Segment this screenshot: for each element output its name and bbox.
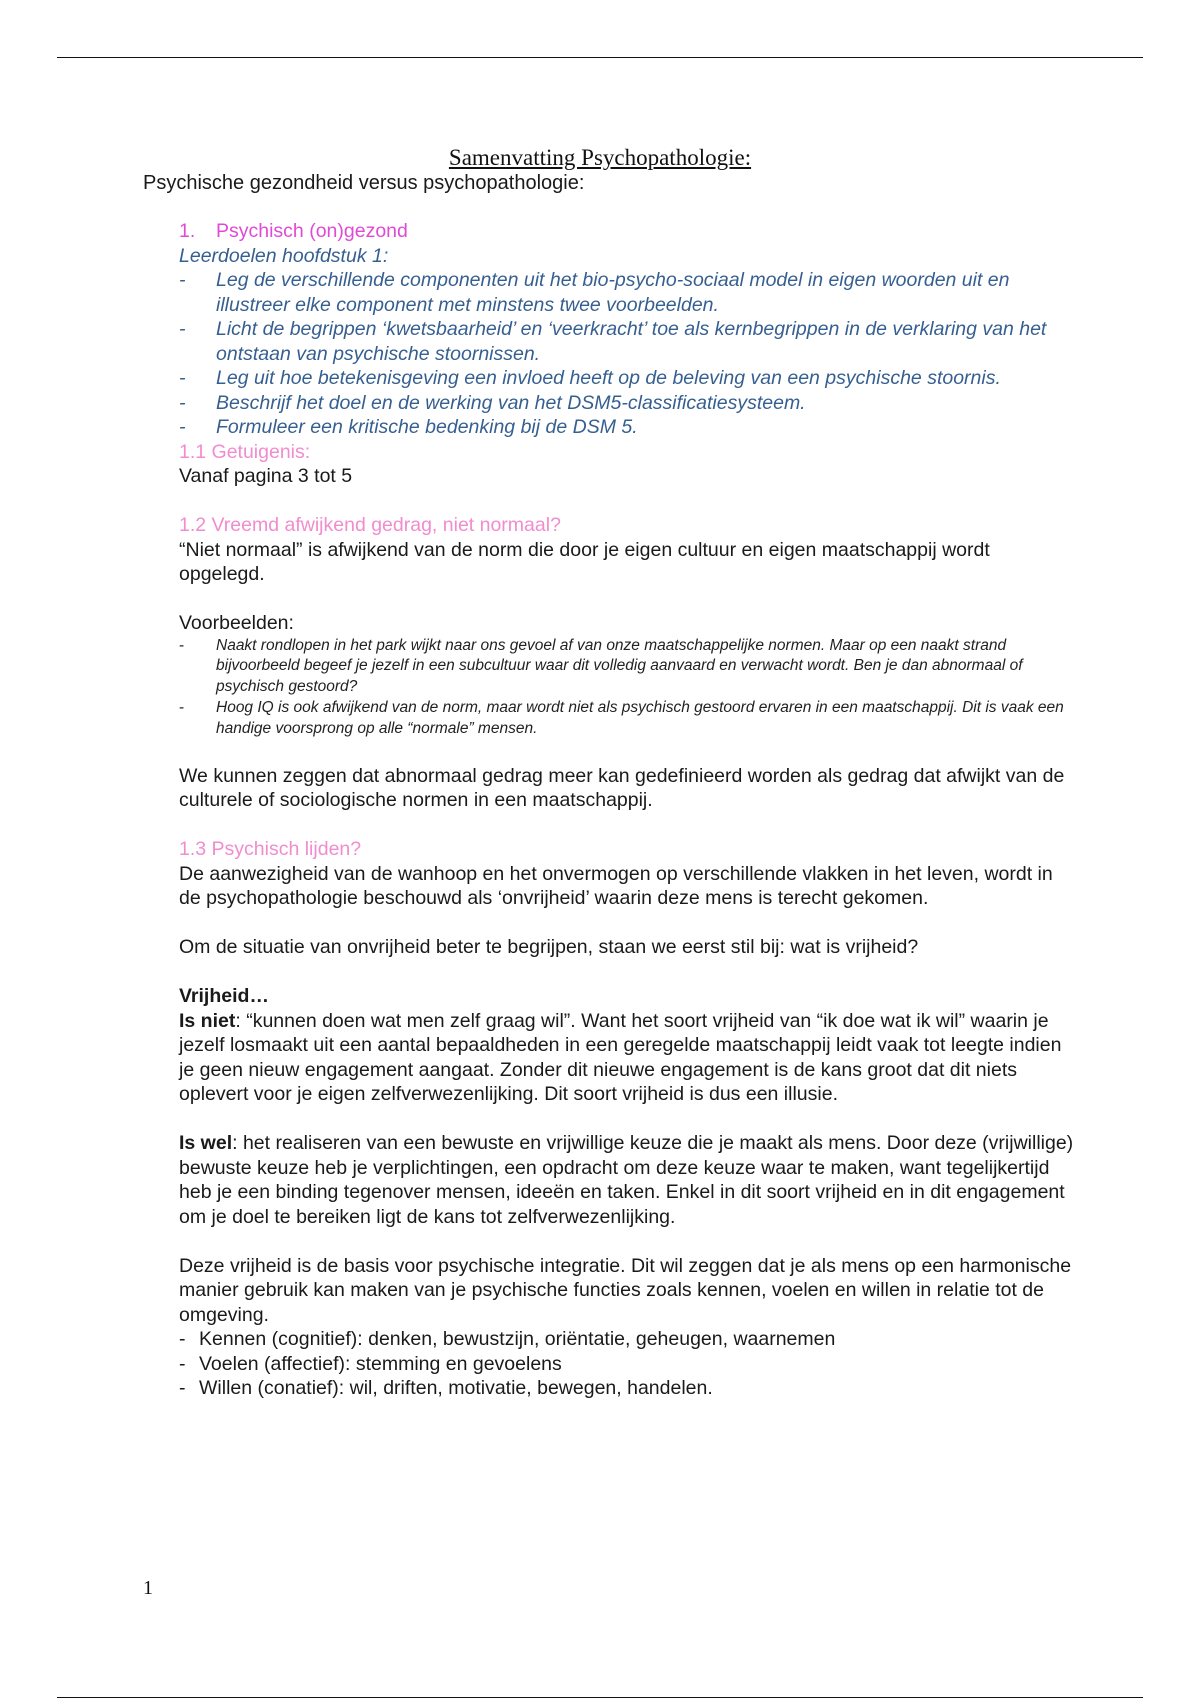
- vrijheid-title: Vrijheid…: [179, 985, 269, 1008]
- list-item: - Voelen (affectief): stemming en gevoelens: [179, 1352, 562, 1375]
- is-wel-paragraph: Is wel: het realiseren van een bewuste en vrijwillige keuze die je maakt als mens. Door deze (vrijwillige) bewuste keuze heb je verplichtingen, een opdracht om deze keuze waar te maken, want tegelijkertijd heb je een binding tegenover mensen, ideeën en taken. Enkel in dit soort vrijheid en in dit engagement om je doel te bereiken ligt de kans tot zelfverwezenlijking.: [179, 1132, 1074, 1228]
- list-item: - Hoog IQ is ook afwijkend van de norm, maar wordt niet als psychisch gestoord ervaren in een maatschappij. Dit is vaak een handige voorsprong op alle “normale” mensen.: [179, 698, 1064, 737]
- page-number: 1: [143, 1577, 153, 1599]
- list-item: - Leg de verschillende componenten uit het bio-psycho-sociaal model in eigen woorden uit en illustreer elke component met minstens twee voorbeelden.: [179, 269, 1010, 316]
- functions-list: [179, 1327, 1079, 1401]
- section-1-2-heading: 1.2 Vreemd afwijkend gedrag, niet normaal?: [179, 514, 561, 536]
- section-1-3-heading: 1.3 Psychisch lijden?: [179, 838, 362, 861]
- list-item: - Licht de begrippen ‘kwetsbaarheid’ en ‘veerkracht’ toe als kernbegrippen in de verklaring van het ontstaan van psychische stoornissen.: [179, 318, 1047, 365]
- section-1-heading: [179, 219, 1079, 244]
- list-item: - Formuleer een kritische bedenking bij de DSM 5.: [179, 416, 638, 438]
- examples-list: [179, 636, 1079, 740]
- footer-rule: [57, 1697, 1143, 1698]
- is-niet-paragraph: Is niet: “kunnen doen wat men zelf graag wil”. Want het soort vrijheid van “ik doe wat ik wil” waarin je jezelf losmaakt uit een aantal bepaaldheden in een geregelde maatschappij leidt vaak tot leegte indien je geen nieuw engagement aangaat. Zonder dit nieuwe engagement is de kans groot dat dit niets oplevert voor je eigen zelfverwezenlijking. Dit soort vrijheid is dus een illusie.: [179, 1009, 1062, 1106]
- document-body: [179, 219, 1079, 1401]
- list-item: - Leg uit hoe betekenisgeving een invloed heeft op de beleving van een psychische stoornis.: [179, 367, 1001, 389]
- section-1-3-question: Om de situatie van onvrijheid beter te begrijpen, staan we eerst stil bij: wat is vrijheid?: [179, 936, 919, 959]
- section-1-2-paragraph: “Niet normaal” is afwijkend van de norm die door je eigen cultuur en eigen maatschappij wordt opgelegd.: [179, 538, 990, 585]
- learning-goals-list: [179, 268, 1079, 440]
- examples-title: Voorbeelden:: [179, 612, 294, 634]
- section-1-title: Psychisch (on)gezond: [216, 220, 408, 242]
- integration-paragraph: Deze vrijheid is de basis voor psychische integratie. Dit wil zeggen dat je als mens op een harmonische manier gebruik kan maken van je psychische functies zoals kennen, voelen en willen in relatie tot de omgeving.: [179, 1254, 1072, 1326]
- section-1-1-text: Vanaf pagina 3 tot 5: [179, 465, 353, 487]
- learning-goals-title: Leerdoelen hoofdstuk 1:: [179, 244, 389, 267]
- page-title: Samenvatting Psychopathologie:: [448, 145, 752, 170]
- list-item: - Willen (conatief): wil, driften, motivatie, bewegen, handelen.: [179, 1377, 713, 1400]
- section-1-2-conclusion: We kunnen zeggen dat abnormaal gedrag meer kan gedefinieerd worden als gedrag dat afwijkt van de culturele of sociologische normen in een maatschappij.: [179, 764, 1065, 812]
- list-item: - Beschrijf het doel en de werking van het DSM5-classificatiesysteem.: [179, 391, 806, 414]
- intro-line: Psychische gezondheid versus psychopathologie:: [143, 172, 585, 194]
- header-rule: [57, 57, 1143, 58]
- section-1-3-paragraph: De aanwezigheid van de wanhoop en het onvermogen op verschillende vlakken in het leven, wordt in de psychopathologie beschouwd als ‘onvrijheid’ waarin deze mens is terecht gekomen.: [179, 862, 1053, 910]
- list-item: - Naakt rondlopen in het park wijkt naar ons gevoel af van onze maatschappelijke normen. Maar op een naakt strand bijvoorbeeld begeef je jezelf in een subcultuur waar dit volledig aanvaard en verwacht wordt. Ben je dan abnormaal of psychisch gestoord?: [179, 636, 1023, 696]
- section-1-1-heading: 1.1 Getuigenis:: [179, 440, 311, 463]
- list-item: - Kennen (cognitief): denken, bewustzijn, oriëntatie, geheugen, waarnemen: [179, 1328, 836, 1351]
- section-1-number: 1.: [179, 220, 196, 242]
